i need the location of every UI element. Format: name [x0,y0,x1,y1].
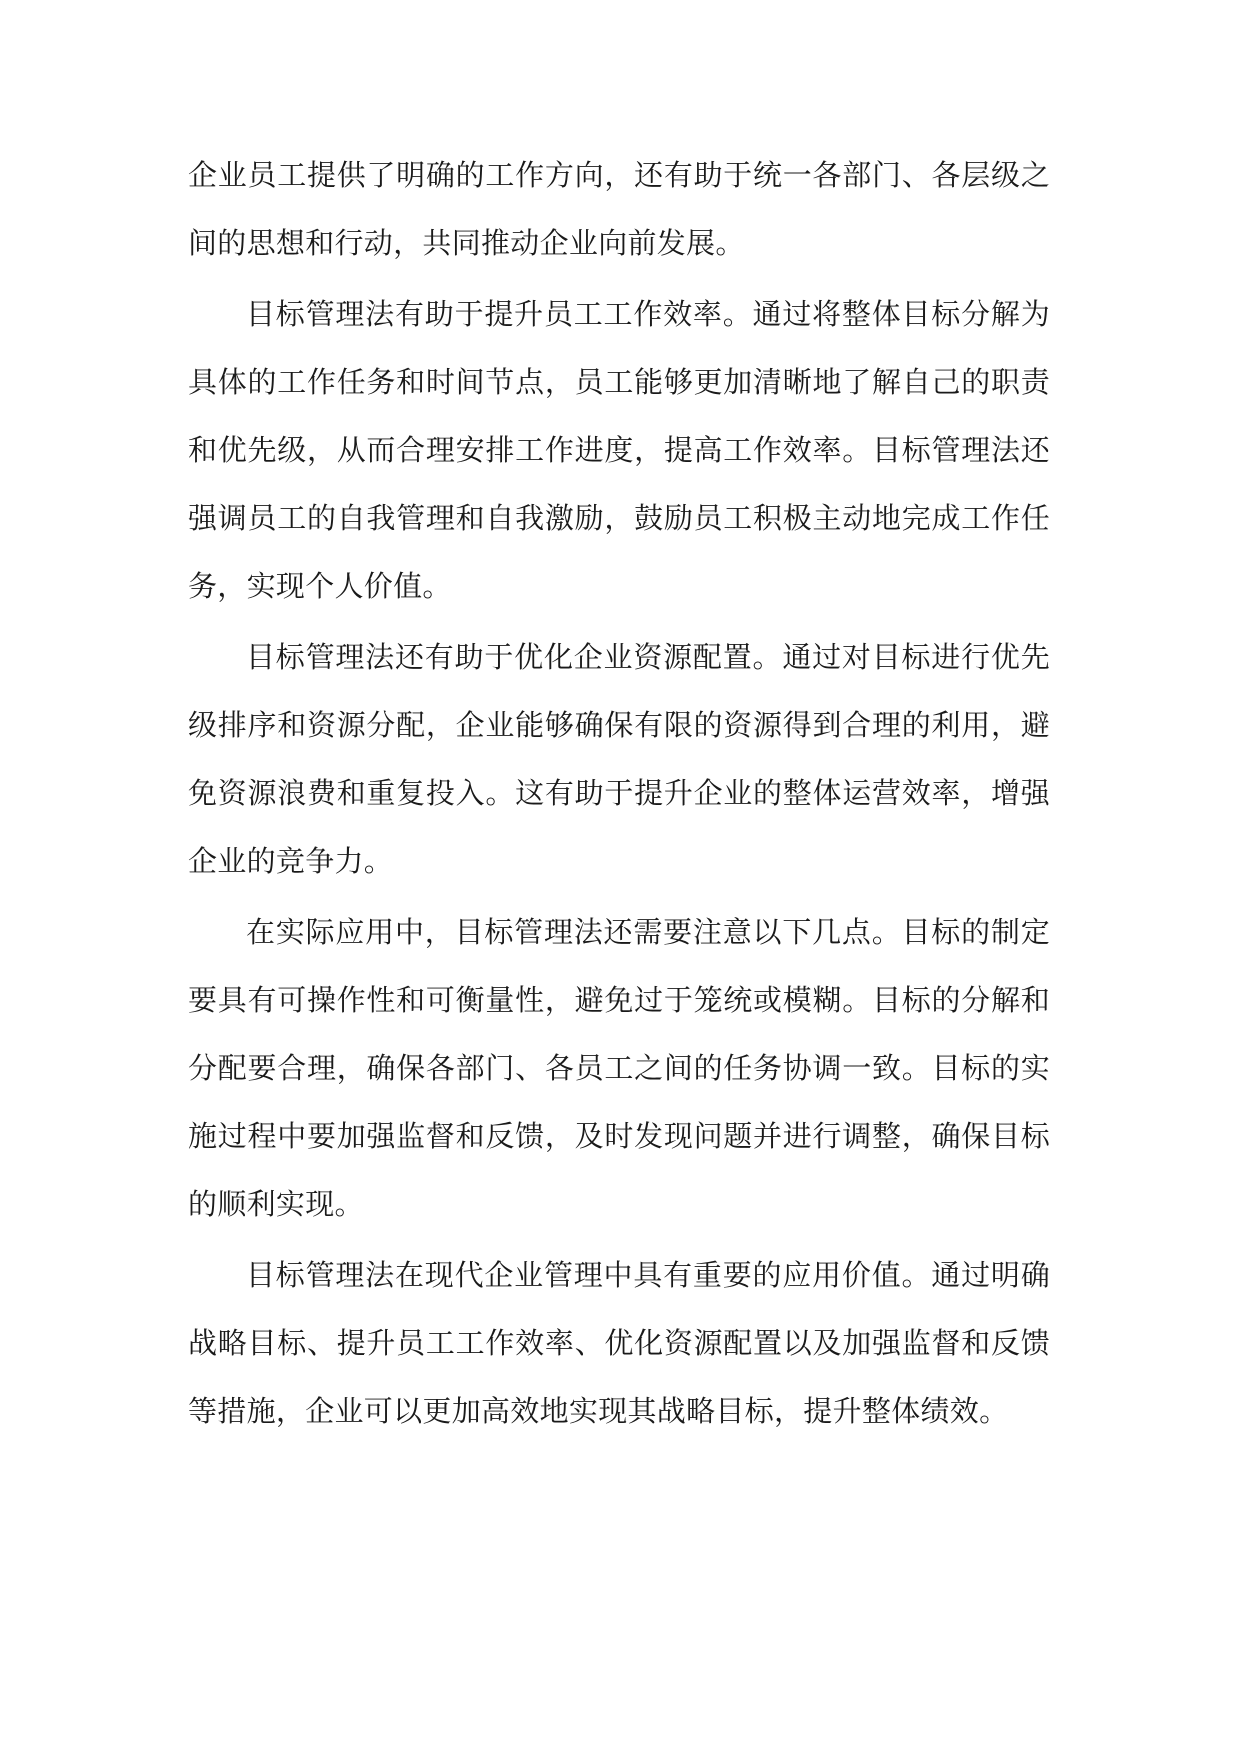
body-text [188,141,1050,1445]
paragraph-resources: 目标管理法还有助于优化企业资源配置。通过对目标进行优先级排序和资源分配，企业能够确保有限的资源得到合理的利用，避免资源浪费和重复投入。这有助于提升企业的整体运营效率，增强企业的竞争力。 [188,640,1050,878]
paragraph-conclusion: 目标管理法在现代企业管理中具有重要的应用价值。通过明确战略目标、提升员工工作效率、优化资源配置以及加强监督和反馈等措施，企业可以更加高效地实现其战略目标，提升整体绩效。 [188,1258,1050,1428]
paragraph-efficiency: 目标管理法有助于提升员工工作效率。通过将整体目标分解为具体的工作任务和时间节点，员工能够更加清晰地了解自己的职责和优先级，从而合理安排工作进度，提高工作效率。目标管理法还强调员工的自我管理和自我激励，鼓励员工积极主动地完成工作任务，实现个人价值。 [188,297,1050,603]
paragraph-continuation: 企业员工提供了明确的工作方向，还有助于统一各部门、各层级之间的思想和行动，共同推动企业向前发展。 [188,158,1050,260]
paragraph-practice: 在实际应用中，目标管理法还需要注意以下几点。目标的制定要具有可操作性和可衡量性，避免过于笼统或模糊。目标的分解和分配要合理，确保各部门、各员工之间的任务协调一致。目标的实施过程中要加强监督和反馈，及时发现问题并进行调整，确保目标的顺利实现。 [188,915,1050,1221]
